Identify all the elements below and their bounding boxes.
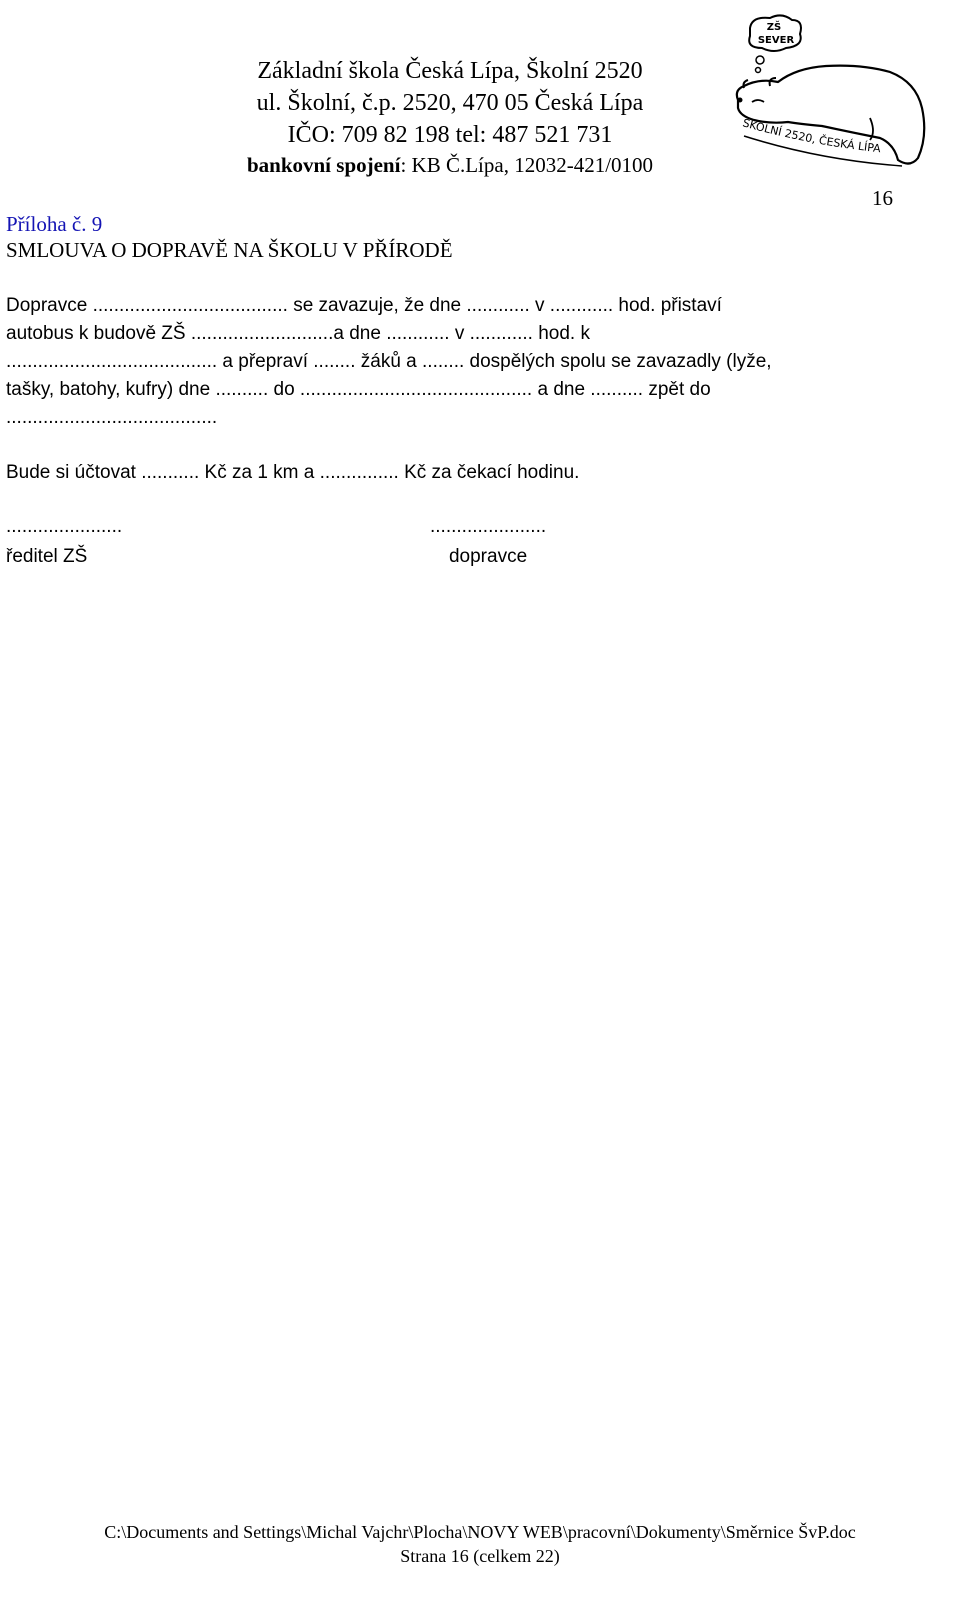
body-line: autobus k budově ZŠ ...........................a dne ............ v ............ hod. k [6, 323, 590, 344]
signature-dots: ...................... [6, 516, 123, 537]
school-header [150, 55, 750, 179]
bank-value: : KB Č.Lípa, 12032-421/0100 [400, 153, 654, 177]
footer-page-count: Strana 16 (celkem 22) [400, 1546, 560, 1566]
attachment-title: Příloha č. 9 [6, 212, 103, 236]
signature-label: dopravce [448, 546, 528, 567]
logo-badge-text-2: SEVER [757, 35, 795, 46]
signature-carrier [430, 512, 546, 572]
body-line: Dopravce ..................................... se zavazuje, že dne ............ v ............ hod. přistaví [6, 295, 722, 316]
school-ico-phone: IČO: 709 82 198 tel: 487 521 731 [287, 122, 613, 148]
bank-label: bankovní spojení [246, 153, 401, 177]
school-bank-info [150, 151, 750, 179]
school-address: ul. Školní, č.p. 2520, 470 05 Česká Lípa [256, 90, 644, 116]
signature-dots: ...................... [430, 516, 547, 537]
body-line: tašky, batohy, kufry) dne .......... do ............................................ a dne .......... zpět do [6, 379, 711, 400]
signature-principal [6, 512, 122, 572]
signature-label: ředitel ZŠ [6, 546, 88, 567]
contract-title: SMLOUVA O DOPRAVĚ NA ŠKOLU V PŘÍRODĚ [6, 238, 453, 262]
page-footer [0, 1520, 960, 1568]
logo-badge-text-1: ZŠ [766, 22, 782, 33]
contract-body [6, 292, 926, 432]
body-line: ........................................ [6, 407, 218, 428]
footer-file-path: C:\Documents and Settings\Michal Vajchr\Plocha\NOVY WEB\pracovní\Dokumenty\Směrnice ŠvP.doc [104, 1522, 856, 1542]
billing-terms: Bude si účtovat ........... Kč za 1 km a ............... Kč za čekací hodinu. [6, 462, 580, 483]
school-name: Základní škola Česká Lípa, Školní 2520 [257, 58, 643, 84]
body-line: ........................................ a přepraví ........ žáků a ........ dospělých spolu se zavazadly (lyže, [6, 351, 772, 372]
school-bear-logo [730, 8, 935, 178]
page-number: 16 [872, 186, 893, 210]
logo-arc-text: ŠKOLNÍ 2520, ČESKÁ LÍPA [741, 116, 882, 156]
